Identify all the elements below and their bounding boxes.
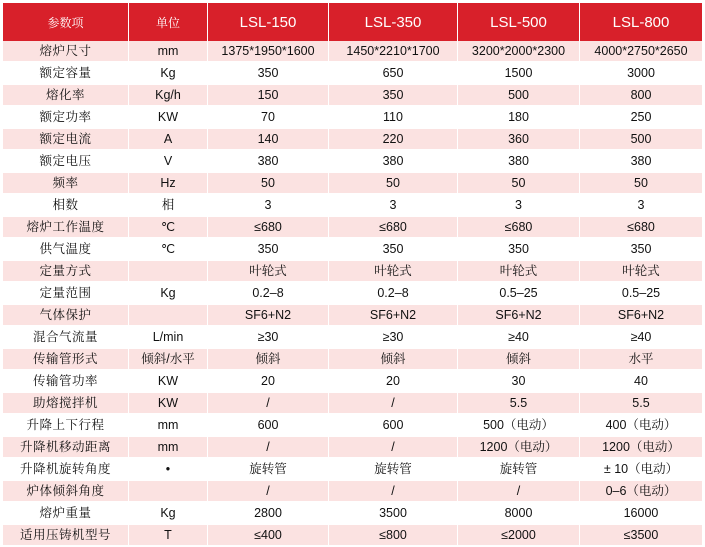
unit-cell bbox=[129, 481, 208, 503]
value-lsl-500-cell: ≤680 bbox=[458, 217, 580, 239]
unit-cell: Kg bbox=[129, 283, 208, 305]
table-row bbox=[3, 217, 702, 239]
table-row bbox=[3, 283, 702, 305]
unit-cell: ℃ bbox=[129, 239, 208, 261]
table-row bbox=[3, 503, 702, 525]
header-model: LSL-800 bbox=[580, 3, 702, 41]
spec-table-body bbox=[3, 41, 702, 547]
value-lsl-800-cell: ≤3500 bbox=[580, 525, 702, 547]
unit-cell bbox=[129, 261, 208, 283]
value-lsl-800-cell: ≤680 bbox=[580, 217, 702, 239]
unit-cell: Kg bbox=[129, 63, 208, 85]
param-name-cell: 助熔搅拌机 bbox=[3, 393, 129, 415]
param-name-cell: 适用压铸机型号 bbox=[3, 525, 129, 547]
unit-cell: KW bbox=[129, 371, 208, 393]
table-row bbox=[3, 173, 702, 195]
value-lsl-350-cell: 650 bbox=[329, 63, 458, 85]
table-row bbox=[3, 371, 702, 393]
value-lsl-800-cell: SF6+N2 bbox=[580, 305, 702, 327]
param-name-cell: 炉体倾斜角度 bbox=[3, 481, 129, 503]
value-lsl-500-cell: 1500 bbox=[458, 63, 580, 85]
value-lsl-500-cell: 380 bbox=[458, 151, 580, 173]
value-lsl-350-cell: 600 bbox=[329, 415, 458, 437]
value-lsl-800-cell: 40 bbox=[580, 371, 702, 393]
value-lsl-350-cell: 220 bbox=[329, 129, 458, 151]
value-lsl-500-cell: 倾斜 bbox=[458, 349, 580, 371]
unit-cell: 倾斜/水平 bbox=[129, 349, 208, 371]
value-lsl-150-cell: / bbox=[208, 481, 329, 503]
param-name-cell: 混合气流量 bbox=[3, 327, 129, 349]
unit-cell: Hz bbox=[129, 173, 208, 195]
unit-cell: KW bbox=[129, 393, 208, 415]
param-name-cell: 熔炉重量 bbox=[3, 503, 129, 525]
value-lsl-150-cell: 350 bbox=[208, 63, 329, 85]
header-unit: 单位 bbox=[129, 3, 208, 41]
value-lsl-350-cell: 20 bbox=[329, 371, 458, 393]
value-lsl-350-cell: ≥30 bbox=[329, 327, 458, 349]
unit-cell: V bbox=[129, 151, 208, 173]
unit-cell: A bbox=[129, 129, 208, 151]
value-lsl-500-cell: 0.5–25 bbox=[458, 283, 580, 305]
param-name-cell: 额定电压 bbox=[3, 151, 129, 173]
param-name-cell: 熔炉尺寸 bbox=[3, 41, 129, 63]
value-lsl-800-cell: 5.5 bbox=[580, 393, 702, 415]
value-lsl-800-cell: ≥40 bbox=[580, 327, 702, 349]
param-name-cell: 额定容量 bbox=[3, 63, 129, 85]
value-lsl-350-cell: 380 bbox=[329, 151, 458, 173]
value-lsl-150-cell: 3 bbox=[208, 195, 329, 217]
value-lsl-800-cell: 叶轮式 bbox=[580, 261, 702, 283]
value-lsl-350-cell: / bbox=[329, 481, 458, 503]
value-lsl-350-cell: 350 bbox=[329, 85, 458, 107]
header-param: 参数项 bbox=[3, 3, 129, 41]
value-lsl-800-cell: 4000*2750*2650 bbox=[580, 41, 702, 63]
table-row bbox=[3, 129, 702, 151]
value-lsl-350-cell: 倾斜 bbox=[329, 349, 458, 371]
value-lsl-150-cell: 140 bbox=[208, 129, 329, 151]
table-row bbox=[3, 107, 702, 129]
value-lsl-350-cell: ≤680 bbox=[329, 217, 458, 239]
value-lsl-150-cell: 倾斜 bbox=[208, 349, 329, 371]
value-lsl-500-cell: 500 bbox=[458, 85, 580, 107]
value-lsl-800-cell: 380 bbox=[580, 151, 702, 173]
value-lsl-350-cell: 0.2–8 bbox=[329, 283, 458, 305]
param-name-cell: 升降机旋转角度 bbox=[3, 459, 129, 481]
param-name-cell: 熔化率 bbox=[3, 85, 129, 107]
table-row bbox=[3, 437, 702, 459]
unit-cell: mm bbox=[129, 415, 208, 437]
value-lsl-500-cell: ≥40 bbox=[458, 327, 580, 349]
table-row bbox=[3, 195, 702, 217]
unit-cell: Kg/h bbox=[129, 85, 208, 107]
value-lsl-800-cell: 0.5–25 bbox=[580, 283, 702, 305]
unit-cell: KW bbox=[129, 107, 208, 129]
table-row bbox=[3, 525, 702, 547]
value-lsl-350-cell: ≤800 bbox=[329, 525, 458, 547]
value-lsl-800-cell: 350 bbox=[580, 239, 702, 261]
param-name-cell: 升降上下行程 bbox=[3, 415, 129, 437]
param-name-cell: 供气温度 bbox=[3, 239, 129, 261]
value-lsl-150-cell: ≤400 bbox=[208, 525, 329, 547]
value-lsl-150-cell: 叶轮式 bbox=[208, 261, 329, 283]
table-row bbox=[3, 459, 702, 481]
value-lsl-800-cell: ± 10（电动） bbox=[580, 459, 702, 481]
header-model: LSL-500 bbox=[458, 3, 580, 41]
value-lsl-500-cell: 180 bbox=[458, 107, 580, 129]
value-lsl-800-cell: 500 bbox=[580, 129, 702, 151]
table-row bbox=[3, 393, 702, 415]
value-lsl-150-cell: 380 bbox=[208, 151, 329, 173]
value-lsl-500-cell: 8000 bbox=[458, 503, 580, 525]
value-lsl-350-cell: 110 bbox=[329, 107, 458, 129]
value-lsl-800-cell: 250 bbox=[580, 107, 702, 129]
param-name-cell: 气体保护 bbox=[3, 305, 129, 327]
value-lsl-150-cell: SF6+N2 bbox=[208, 305, 329, 327]
value-lsl-500-cell: ≤2000 bbox=[458, 525, 580, 547]
unit-cell: Kg bbox=[129, 503, 208, 525]
value-lsl-350-cell: 50 bbox=[329, 173, 458, 195]
table-row bbox=[3, 151, 702, 173]
value-lsl-500-cell: 500（电动） bbox=[458, 415, 580, 437]
value-lsl-150-cell: 50 bbox=[208, 173, 329, 195]
value-lsl-500-cell: 350 bbox=[458, 239, 580, 261]
value-lsl-150-cell: 150 bbox=[208, 85, 329, 107]
value-lsl-800-cell: 800 bbox=[580, 85, 702, 107]
table-row bbox=[3, 481, 702, 503]
value-lsl-150-cell: 350 bbox=[208, 239, 329, 261]
param-name-cell: 传输管形式 bbox=[3, 349, 129, 371]
table-row bbox=[3, 415, 702, 437]
value-lsl-500-cell: 30 bbox=[458, 371, 580, 393]
unit-cell: • bbox=[129, 459, 208, 481]
table-row bbox=[3, 305, 702, 327]
header-model: LSL-150 bbox=[208, 3, 329, 41]
param-name-cell: 定量范围 bbox=[3, 283, 129, 305]
value-lsl-350-cell: SF6+N2 bbox=[329, 305, 458, 327]
value-lsl-800-cell: 16000 bbox=[580, 503, 702, 525]
value-lsl-800-cell: 0–6（电动） bbox=[580, 481, 702, 503]
spec-table bbox=[3, 3, 702, 547]
spec-table-header bbox=[3, 3, 702, 41]
value-lsl-500-cell: 360 bbox=[458, 129, 580, 151]
header-model: LSL-350 bbox=[329, 3, 458, 41]
param-name-cell: 传输管功率 bbox=[3, 371, 129, 393]
value-lsl-800-cell: 水平 bbox=[580, 349, 702, 371]
unit-cell: T bbox=[129, 525, 208, 547]
table-row bbox=[3, 349, 702, 371]
value-lsl-500-cell: 3200*2000*2300 bbox=[458, 41, 580, 63]
value-lsl-150-cell: 600 bbox=[208, 415, 329, 437]
param-name-cell: 相数 bbox=[3, 195, 129, 217]
value-lsl-350-cell: 3500 bbox=[329, 503, 458, 525]
value-lsl-500-cell: SF6+N2 bbox=[458, 305, 580, 327]
table-row bbox=[3, 85, 702, 107]
param-name-cell: 定量方式 bbox=[3, 261, 129, 283]
value-lsl-350-cell: 旋转管 bbox=[329, 459, 458, 481]
value-lsl-150-cell: 1375*1950*1600 bbox=[208, 41, 329, 63]
value-lsl-500-cell: 1200（电动） bbox=[458, 437, 580, 459]
param-name-cell: 额定功率 bbox=[3, 107, 129, 129]
value-lsl-150-cell: 0.2–8 bbox=[208, 283, 329, 305]
value-lsl-500-cell: / bbox=[458, 481, 580, 503]
value-lsl-350-cell: 350 bbox=[329, 239, 458, 261]
value-lsl-800-cell: 1200（电动） bbox=[580, 437, 702, 459]
param-name-cell: 额定电流 bbox=[3, 129, 129, 151]
header-row bbox=[3, 3, 702, 41]
value-lsl-150-cell: 70 bbox=[208, 107, 329, 129]
value-lsl-500-cell: 叶轮式 bbox=[458, 261, 580, 283]
unit-cell: L/min bbox=[129, 327, 208, 349]
param-name-cell: 频率 bbox=[3, 173, 129, 195]
value-lsl-150-cell: 旋转管 bbox=[208, 459, 329, 481]
value-lsl-150-cell: ≤680 bbox=[208, 217, 329, 239]
param-name-cell: 升降机移动距离 bbox=[3, 437, 129, 459]
table-row bbox=[3, 41, 702, 63]
table-row bbox=[3, 327, 702, 349]
value-lsl-800-cell: 3000 bbox=[580, 63, 702, 85]
value-lsl-500-cell: 旋转管 bbox=[458, 459, 580, 481]
unit-cell: mm bbox=[129, 437, 208, 459]
value-lsl-350-cell: 1450*2210*1700 bbox=[329, 41, 458, 63]
value-lsl-500-cell: 5.5 bbox=[458, 393, 580, 415]
unit-cell bbox=[129, 305, 208, 327]
table-row bbox=[3, 63, 702, 85]
table-row bbox=[3, 239, 702, 261]
value-lsl-500-cell: 50 bbox=[458, 173, 580, 195]
value-lsl-150-cell: / bbox=[208, 437, 329, 459]
value-lsl-150-cell: 20 bbox=[208, 371, 329, 393]
unit-cell: ℃ bbox=[129, 217, 208, 239]
value-lsl-150-cell: / bbox=[208, 393, 329, 415]
value-lsl-800-cell: 3 bbox=[580, 195, 702, 217]
table-row bbox=[3, 261, 702, 283]
unit-cell: mm bbox=[129, 41, 208, 63]
value-lsl-150-cell: 2800 bbox=[208, 503, 329, 525]
value-lsl-500-cell: 3 bbox=[458, 195, 580, 217]
value-lsl-350-cell: 3 bbox=[329, 195, 458, 217]
unit-cell: 相 bbox=[129, 195, 208, 217]
value-lsl-350-cell: / bbox=[329, 437, 458, 459]
param-name-cell: 熔炉工作温度 bbox=[3, 217, 129, 239]
value-lsl-350-cell: 叶轮式 bbox=[329, 261, 458, 283]
value-lsl-150-cell: ≥30 bbox=[208, 327, 329, 349]
value-lsl-800-cell: 400（电动） bbox=[580, 415, 702, 437]
value-lsl-350-cell: / bbox=[329, 393, 458, 415]
value-lsl-800-cell: 50 bbox=[580, 173, 702, 195]
